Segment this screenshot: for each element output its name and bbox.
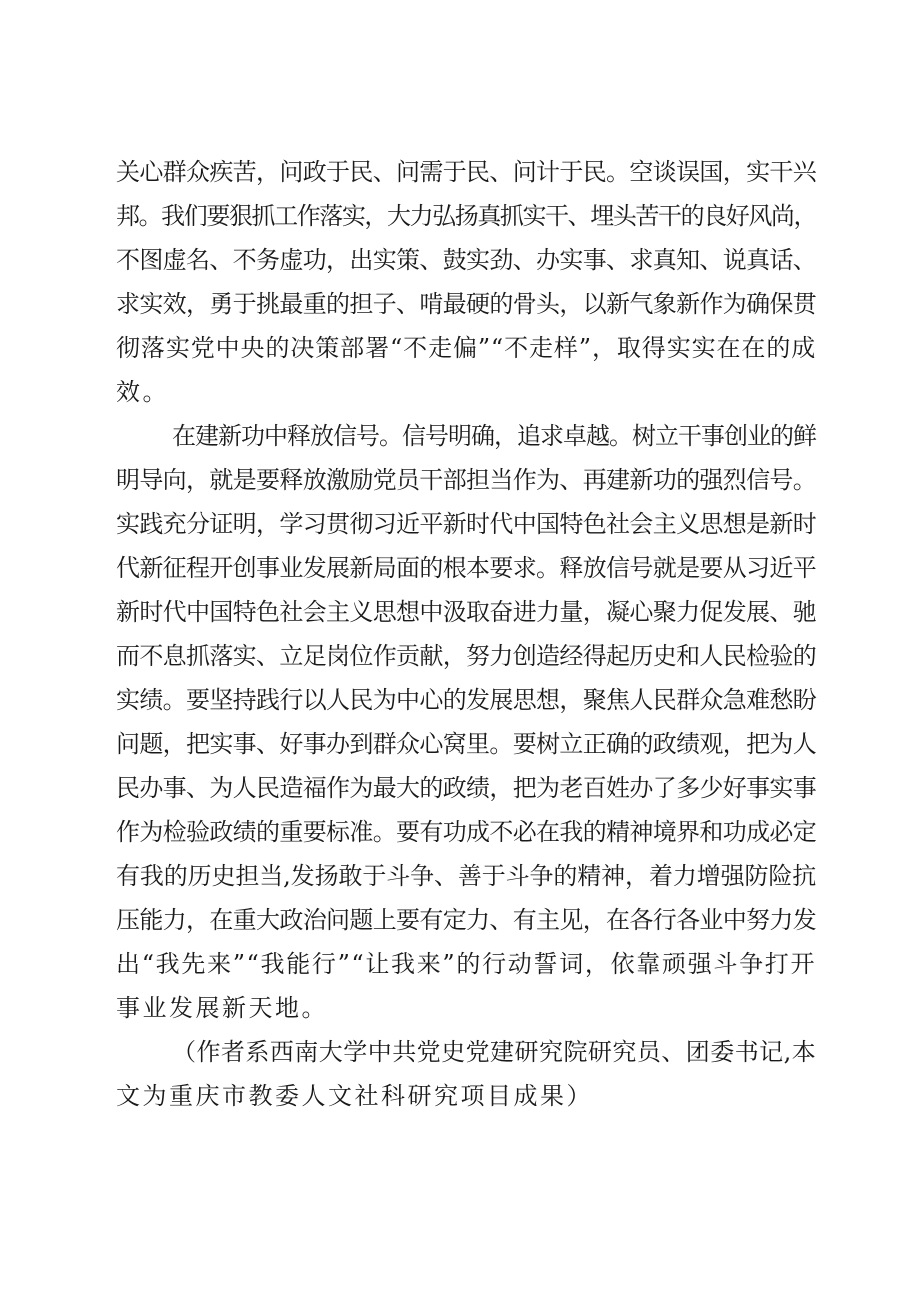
paragraph-2-line: 实绩。要坚持践行以人民为中心的发展思想，聚焦人民群众急难愁盼 [116,686,816,714]
article-body [116,150,816,1118]
paragraph-2 [116,414,816,1030]
paragraph-1 [116,150,816,414]
paragraph-1-line: 效。 [116,378,169,406]
paragraph-2-line: 民办事、为人民造福作为最大的政绩，把为老百姓办了多少好事实事 [116,774,816,802]
paragraph-2-line: 实践充分证明，学习贯彻习近平新时代中国特色社会主义思想是新时 [116,510,816,538]
paragraph-2-line: 作为检验政绩的重要标准。要有功成不必在我的精神境界和功成必定 [116,818,816,846]
paragraph-2-line: 而不息抓落实、立足岗位作贡献，努力创造经得起历史和人民检验的 [116,642,816,670]
paragraph-2-line: 出“我先来”“我能行”“让我来”的行动誓词，依靠顽强斗争打开 [116,950,816,978]
paragraph-2-line: 新时代中国特色社会主义思想中汲取奋进力量，凝心聚力促发展、驰 [116,598,816,626]
paragraph-1-line: 关心群众疾苦，问政于民、问需于民、问计于民。空谈误国，实干兴 [116,158,816,186]
paragraph-2-line: 代新征程开创事业发展新局面的根本要求。释放信号就是要从习近平 [116,554,816,582]
paragraph-1-line: 彻落实党中央的决策部署“不走偏”“不走样”，取得实实在在的成 [116,334,816,362]
paragraph-2-line: 压能力，在重大政治问题上要有定力、有主见，在各行各业中努力发 [116,906,816,934]
author-note-line: 文为重庆市教委人文社科研究项目成果） [116,1082,593,1110]
author-note [116,1030,816,1118]
paragraph-1-line: 邦。我们要狠抓工作落实，大力弘扬真抓实干、埋头苦干的良好风尚， [116,202,816,230]
paragraph-2-line: 明导向，就是要释放激励党员干部担当作为、再建新功的强烈信号。 [116,466,816,494]
paragraph-1-line: 不图虚名、不务虚功，出实策、鼓实劲、办实事、求真知、说真话、 [116,246,816,274]
paragraph-2-line: 在建新功中释放信号。信号明确，追求卓越。树立干事创业的鲜 [172,422,816,450]
paragraph-2-line: 事业发展新天地。 [116,994,328,1022]
author-note-line: （作者系西南大学中共党史党建研究院研究员、团委书记,本 [172,1038,816,1066]
paragraph-1-line: 求实效，勇于挑最重的担子、啃最硬的骨头，以新气象新作为确保贯 [116,290,816,318]
paragraph-2-line: 有我的历史担当,发扬敢于斗争、善于斗争的精神，着力增强防险抗 [116,862,816,890]
paragraph-2-line: 问题，把实事、好事办到群众心窝里。要树立正确的政绩观，把为人 [116,730,816,758]
